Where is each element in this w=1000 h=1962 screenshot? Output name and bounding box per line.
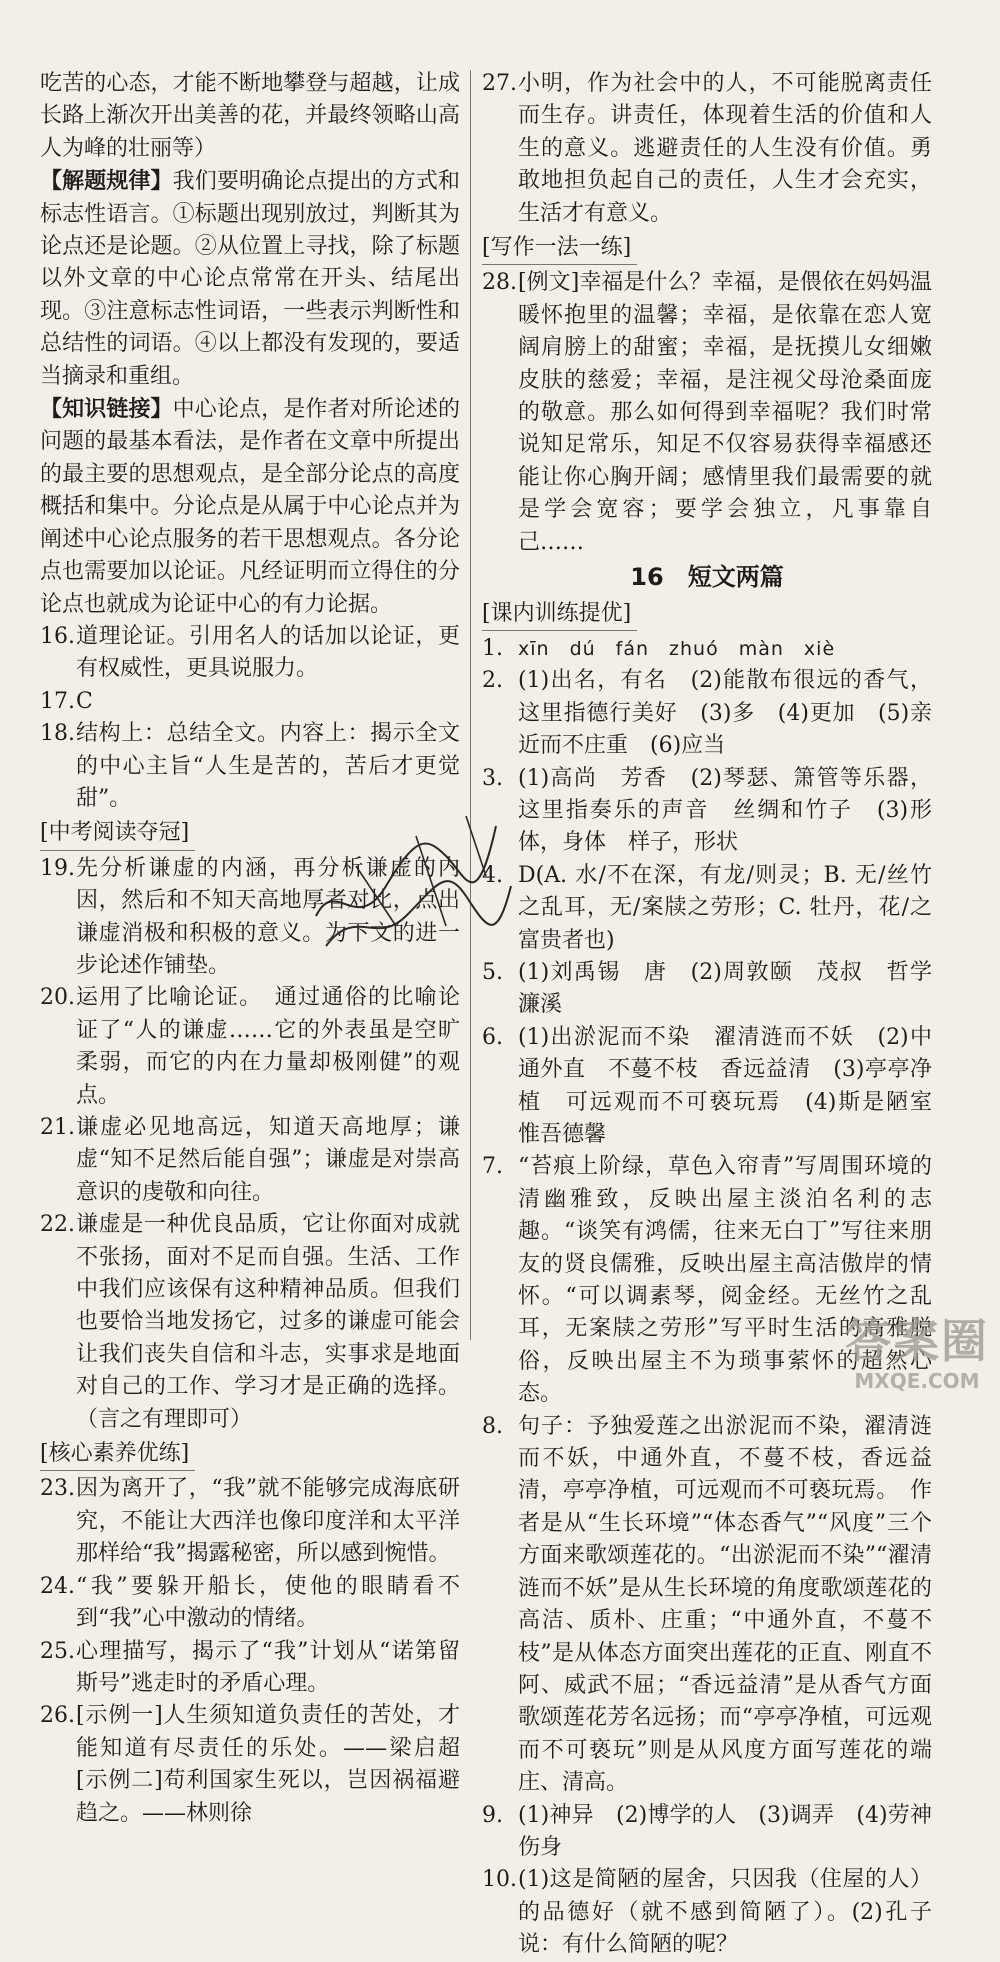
answer-number: 2.	[482, 668, 503, 694]
knowledge-paragraph	[40, 393, 460, 621]
continuation-paragraph: 吃苦的心态，才能不断地攀登与超越，让成长路上渐次开出美善的花，并最终领略山高人为峰的壮丽等）	[40, 71, 460, 161]
answer-number: 5.	[482, 959, 503, 985]
knowledge-text: 中心论点，是作者对所论述的问题的最基本看法，是作者在文章中所提出的最主要的思想观点，是全部分论点的高度概括和集中。分论点是从属于中心论点并为阐述中心论点服务的若干思想观点。各分论点也需要加以论证。凡经证明而立得住的分论点也就成为论证中心的有力论据。	[40, 397, 460, 617]
answer-list-a	[40, 621, 460, 815]
answer-text: 谦虚必见地高远，知道天高地厚；谦虚“知不足然后能自强”；谦虚是对崇高意识的虔敬和向往。	[76, 1115, 460, 1205]
answer-text: (1)出淤泥而不染 濯清涟而不妖 (2)中通外直 不蔓不枝 香远益清 (3)亭亭净植 可远观而不可亵玩焉 (4)斯是陋室 惟吾德馨	[518, 1024, 955, 1147]
tip-tag: 【解题规律】	[40, 168, 173, 195]
answer-text: (1)这是简陋的屋舍，只因我（住屋的人）的品德好（就不感到简陋了）。(2)孔子说：有什么简陋的呢？	[518, 1867, 932, 1958]
knowledge-tag: 【知识链接】	[40, 396, 173, 423]
answer-number: 21.	[40, 1115, 75, 1140]
answer-list-r-a	[482, 68, 932, 230]
answer-item	[40, 1112, 460, 1209]
answer-number: 20.	[40, 985, 75, 1011]
tip-paragraph	[40, 165, 460, 393]
answer-text: 心理描写，揭示了“我”计划从“诺第留斯号”逃走时的矛盾心理。	[76, 1638, 460, 1696]
answer-number: 18.	[40, 721, 75, 747]
section-heading-writing: [写作一法一练]	[482, 232, 637, 265]
answer-list-c	[40, 1473, 483, 1829]
pinyin-answer: xīn dú fán zhuó màn xiè	[518, 637, 836, 660]
answer-text: 先分析谦虚的内涵，再分析谦虚的内因，然后和不知天高地厚者对比，点出谦虚消极和积极的意义。为下文的进一步论述作铺垫。	[76, 855, 460, 978]
answer-number: 17.	[40, 688, 75, 714]
answer-item	[482, 957, 955, 1022]
answer-item	[482, 68, 932, 230]
answer-item	[482, 665, 932, 762]
answer-item	[40, 982, 460, 1112]
answer-text: [例文]幸福是什么？幸福，是偎依在妈妈温暖怀抱里的温馨；幸福，是依靠在恋人宽阔肩膀上的甜蜜；幸福，是抚摸儿女细嫩皮肤的慈爱；幸福，是注视父母沧桑面庞的敬意。那么如何得到幸福呢？我们时常说知足常乐，知足不仅容易获得幸福感还能让你心胸开阔；感情里我们最需要的就是学会宽容；要学会独立，凡事靠自己……	[518, 270, 932, 555]
answer-item	[482, 1800, 932, 1865]
answer-number: 22.	[40, 1212, 75, 1238]
answer-item	[40, 621, 460, 686]
answer-list-r-b	[482, 267, 932, 559]
answer-text: (1)刘禹锡 唐 (2)周敦颐 茂叔 哲学 濂溪	[518, 959, 955, 1018]
answer-number: 19.	[40, 855, 75, 881]
answer-number: 4.	[482, 862, 503, 888]
answer-number: 16.	[40, 623, 75, 649]
watermark-url: MXQE.COM	[854, 1369, 980, 1393]
answer-text: (1)神异 (2)博学的人 (3)调弄 (4)劳神伤身	[518, 1802, 932, 1860]
answer-number: 25.	[40, 1638, 75, 1664]
answer-number: 7.	[482, 1154, 503, 1180]
right-column	[482, 68, 955, 1962]
answer-number: 23.	[40, 1476, 75, 1502]
answer-item-pinyin	[482, 633, 932, 665]
answer-list-r-c	[482, 633, 955, 1962]
section-heading-classwork: [课内训练提优]	[482, 598, 637, 631]
answer-item	[482, 860, 932, 957]
answer-item	[482, 1022, 955, 1152]
answer-text: (1)出名，有名 (2)能散布很远的香气，这里指德行美好 (3)多 (4)更加 (5)亲近而不庄重 (6)应当	[518, 668, 932, 759]
answer-text: 道理论证。引用名人的话加以论证，更有权威性，更具说服力。	[76, 623, 460, 682]
answer-text: C	[76, 688, 93, 714]
answer-item	[482, 267, 932, 559]
answer-item	[40, 1700, 483, 1830]
site-watermark	[842, 1313, 992, 1405]
answer-number: 6.	[482, 1024, 503, 1050]
answer-text: [示例一]人生须知道负责任的苦处，才能知道有尽责任的乐处。——梁启超 [示例二]苟利国家生死以，岂因祸福避趋之。——林则徐	[76, 1703, 483, 1826]
chapter-title: 16 短文两篇	[630, 563, 784, 592]
answer-number: 27.	[482, 71, 517, 96]
watermark-logo: 答案圈	[845, 1314, 989, 1368]
answer-text: 小明，作为社会中的人，不可能脱离责任而生存。讲责任，体现着生活的价值和人生的意义。逃避责任的人生没有价值。勇敢地担负起自己的责任，人生才会充实，生活才有意义。	[518, 71, 932, 226]
answer-number: 26.	[40, 1703, 75, 1729]
handwritten-scribble	[296, 796, 526, 966]
answer-number: 8.	[482, 1413, 503, 1439]
answer-item	[40, 1473, 460, 1570]
answer-number: 28.	[482, 270, 517, 296]
answer-text: 结构上：总结全文。内容上：揭示全文的中心主旨“人生是苦的，苦后才更觉甜”。	[76, 721, 460, 811]
answer-item	[40, 1571, 460, 1636]
answer-text: 句子：予独爱莲之出淤泥而不染，濯清涟而不妖，中通外直，不蔓不枝，香远益清，亭亭净植，可远观而不可亵玩焉。 作者是从“生长环境”“体态香气”“风度”三个方面来歌颂莲花的。“出淤泥而不染”“濯清涟而不妖”是从生长环境的角度歌颂莲花的高洁、质朴、庄重；“中通外直，不蔓不枝”是从体态方面突出莲花的正直、刚直不阿、威武不屈；“香远益清”是从香气方面歌颂莲花芳名远扬；而“亭亭净植，可远观而不可亵玩”则是从风度方面写莲花的端庄、清高。	[518, 1413, 932, 1796]
answer-text: 运用了比喻论证。 通过通俗的比喻论证了“人的谦虚……它的外表虽是空旷柔弱，而它的内在力量却极刚健”的观点。	[76, 985, 460, 1108]
section-heading-core: [核心素养优练]	[40, 1438, 195, 1471]
answer-text: D(A. 水/不在深，有龙/则灵；B. 无/丝竹之乱耳，无/案牍之劳形；C. 牡丹，花/之富贵者也)	[518, 862, 932, 953]
answer-number: 1.	[482, 635, 503, 661]
answer-item	[482, 1411, 932, 1800]
answer-number: 24.	[40, 1573, 75, 1599]
answer-number: 3.	[482, 765, 503, 791]
answer-text: 谦虚是一种优良品质，它让你面对成就不张扬，面对不足而自强。生活、工作中我们应该保有这种精神品质。但我们也要恰当地发扬它，过多的谦虚可能会让我们丧失自信和斗志，实事求是地面对自己的工作、学习才是正确的选择。（言之有理即可）	[76, 1212, 460, 1432]
section-heading-reading: [中考阅读夺冠]	[40, 817, 195, 850]
answer-item	[40, 686, 460, 718]
answer-number: 10.	[482, 1867, 517, 1893]
answer-text: “我”要躲开船长，使他的眼睛看不到“我”心中激动的情绪。	[76, 1573, 460, 1632]
answer-item	[482, 1864, 932, 1961]
answer-text: (1)高尚 芳香 (2)琴瑟、箫管等乐器，这里指奏乐的声音 丝绸和竹子 (3)形体，身体 样子，形状	[518, 765, 932, 856]
column-divider	[470, 70, 471, 1340]
answer-item	[40, 1209, 460, 1436]
answer-item	[482, 763, 932, 860]
answer-text: 因为离开了，“我”就不能够完成海底研究，不能让大西洋也像印度洋和太平洋那样给“我”揭露秘密，所以感到惋惜。	[76, 1476, 460, 1567]
answer-number: 9.	[482, 1802, 503, 1828]
answer-item	[40, 1636, 460, 1701]
tip-text: 我们要明确论点提出的方式和标志性语言。①标题出现别放过，判断其为论点还是论题。②从位置上寻找，除了标题以外文章的中心论点常常在开头、结尾出现。③注意标志性词语，一些表示判断性和总结性的词语。④以上都没有发现的，要适当摘录和重组。	[40, 169, 460, 389]
answer-text: “苔痕上阶绿，草色入帘青”写周围环境的清幽雅致，反映出屋主淡泊名利的志趣。“谈笑有鸿儒，往来无白丁”写往来朋友的贤良儒雅，反映出屋主高洁傲岸的情怀。“可以调素琴，阅金经。无丝竹之乱耳，无案牍之劳形”写平时生活的高雅脱俗，反映出屋主不为琐事萦怀的超然心态。	[518, 1154, 932, 1407]
